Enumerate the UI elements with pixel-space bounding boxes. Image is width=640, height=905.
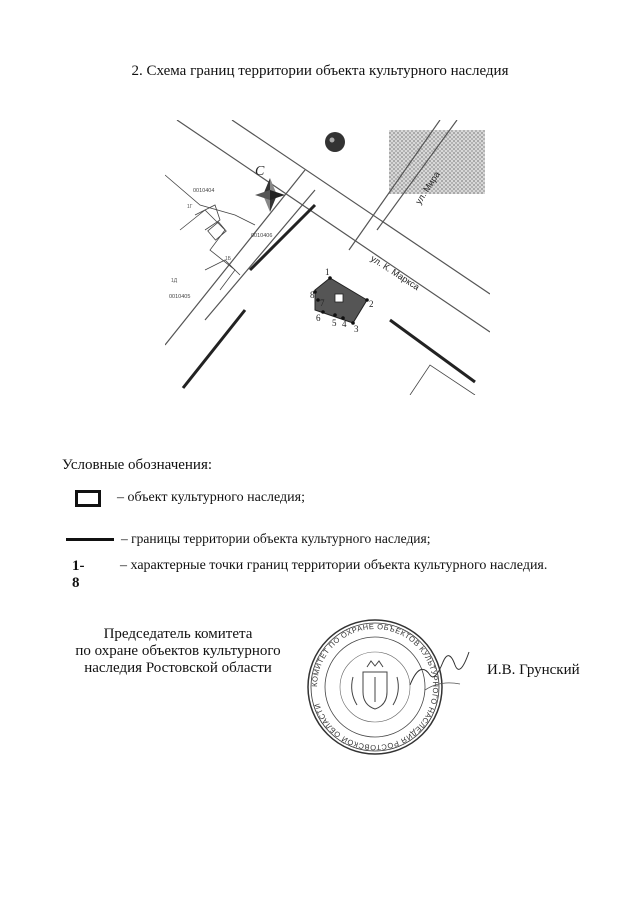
building-outline bbox=[208, 222, 226, 240]
parcel-outline bbox=[165, 175, 255, 225]
point-label-1: 1 bbox=[325, 267, 330, 277]
point-label-8: 8 bbox=[310, 290, 315, 300]
road-edge bbox=[165, 170, 305, 345]
signer-title bbox=[48, 626, 308, 677]
legend-points-symbol: 1- 8 bbox=[72, 558, 85, 591]
point-label-5: 5 bbox=[332, 318, 337, 328]
signer-title-line: наследия Ростовской области bbox=[84, 660, 272, 676]
street-label-marksa: ул. К. Маркса bbox=[368, 253, 422, 293]
point-label-6: 6 bbox=[316, 313, 321, 323]
building-label: 1Г bbox=[187, 204, 193, 210]
signer-name: И.В. Грунский bbox=[487, 662, 580, 678]
building-label: 1Д bbox=[171, 278, 178, 284]
point-5 bbox=[333, 313, 337, 317]
signer-title-line: Председатель комитета bbox=[103, 626, 253, 642]
legend-box-symbol bbox=[75, 490, 101, 507]
street-label-mira: ул. Мира bbox=[413, 169, 442, 207]
north-arrow-icon bbox=[255, 178, 285, 212]
seal-ring-text: КОМИТЕТ ПО ОХРАНЕ ОБЪЕКТОВ КУЛЬТУРНОГО НАСЛЕДИЯ РОСТОВСКОЙ ОБЛАСТИ bbox=[309, 621, 441, 753]
point-label-2: 2 bbox=[369, 299, 374, 309]
document-title: 2. Схема границ территории объекта культурного наследия bbox=[131, 63, 509, 79]
signer-title-line: по охране объектов культурного bbox=[75, 643, 281, 659]
point-label-7: 7 bbox=[320, 298, 325, 308]
legend-heading: Условные обозначения: bbox=[62, 457, 213, 473]
legend-text: – характерные точки границ территории объекта культурного наследия. bbox=[120, 558, 548, 573]
point-6 bbox=[321, 310, 325, 314]
coat-of-arms-icon bbox=[352, 661, 399, 709]
boundary-line bbox=[183, 310, 245, 388]
boundary-map bbox=[165, 120, 490, 395]
boundary-line bbox=[390, 320, 475, 382]
handwritten-signature bbox=[405, 640, 475, 700]
legend-line-symbol bbox=[66, 538, 114, 541]
parcel-outline bbox=[195, 205, 220, 230]
hatched-block bbox=[389, 130, 485, 194]
point-label-4: 4 bbox=[342, 319, 347, 329]
parcel-outline bbox=[180, 210, 235, 290]
legend-text: – границы территории объекта культурного наследия; bbox=[121, 531, 431, 546]
building-label: 1Б bbox=[225, 256, 232, 262]
point-label-3: 3 bbox=[354, 324, 359, 334]
map-marker-circle bbox=[325, 132, 345, 152]
north-label: С bbox=[255, 164, 265, 179]
parcel-outline bbox=[410, 365, 475, 395]
parcel-label: 0010405 bbox=[169, 294, 191, 300]
legend-text: – объект культурного наследия; bbox=[117, 490, 305, 505]
parcel-label: 0010404 bbox=[193, 188, 215, 194]
road-edge bbox=[205, 190, 315, 320]
parcel-label: 0010406 bbox=[251, 233, 273, 239]
